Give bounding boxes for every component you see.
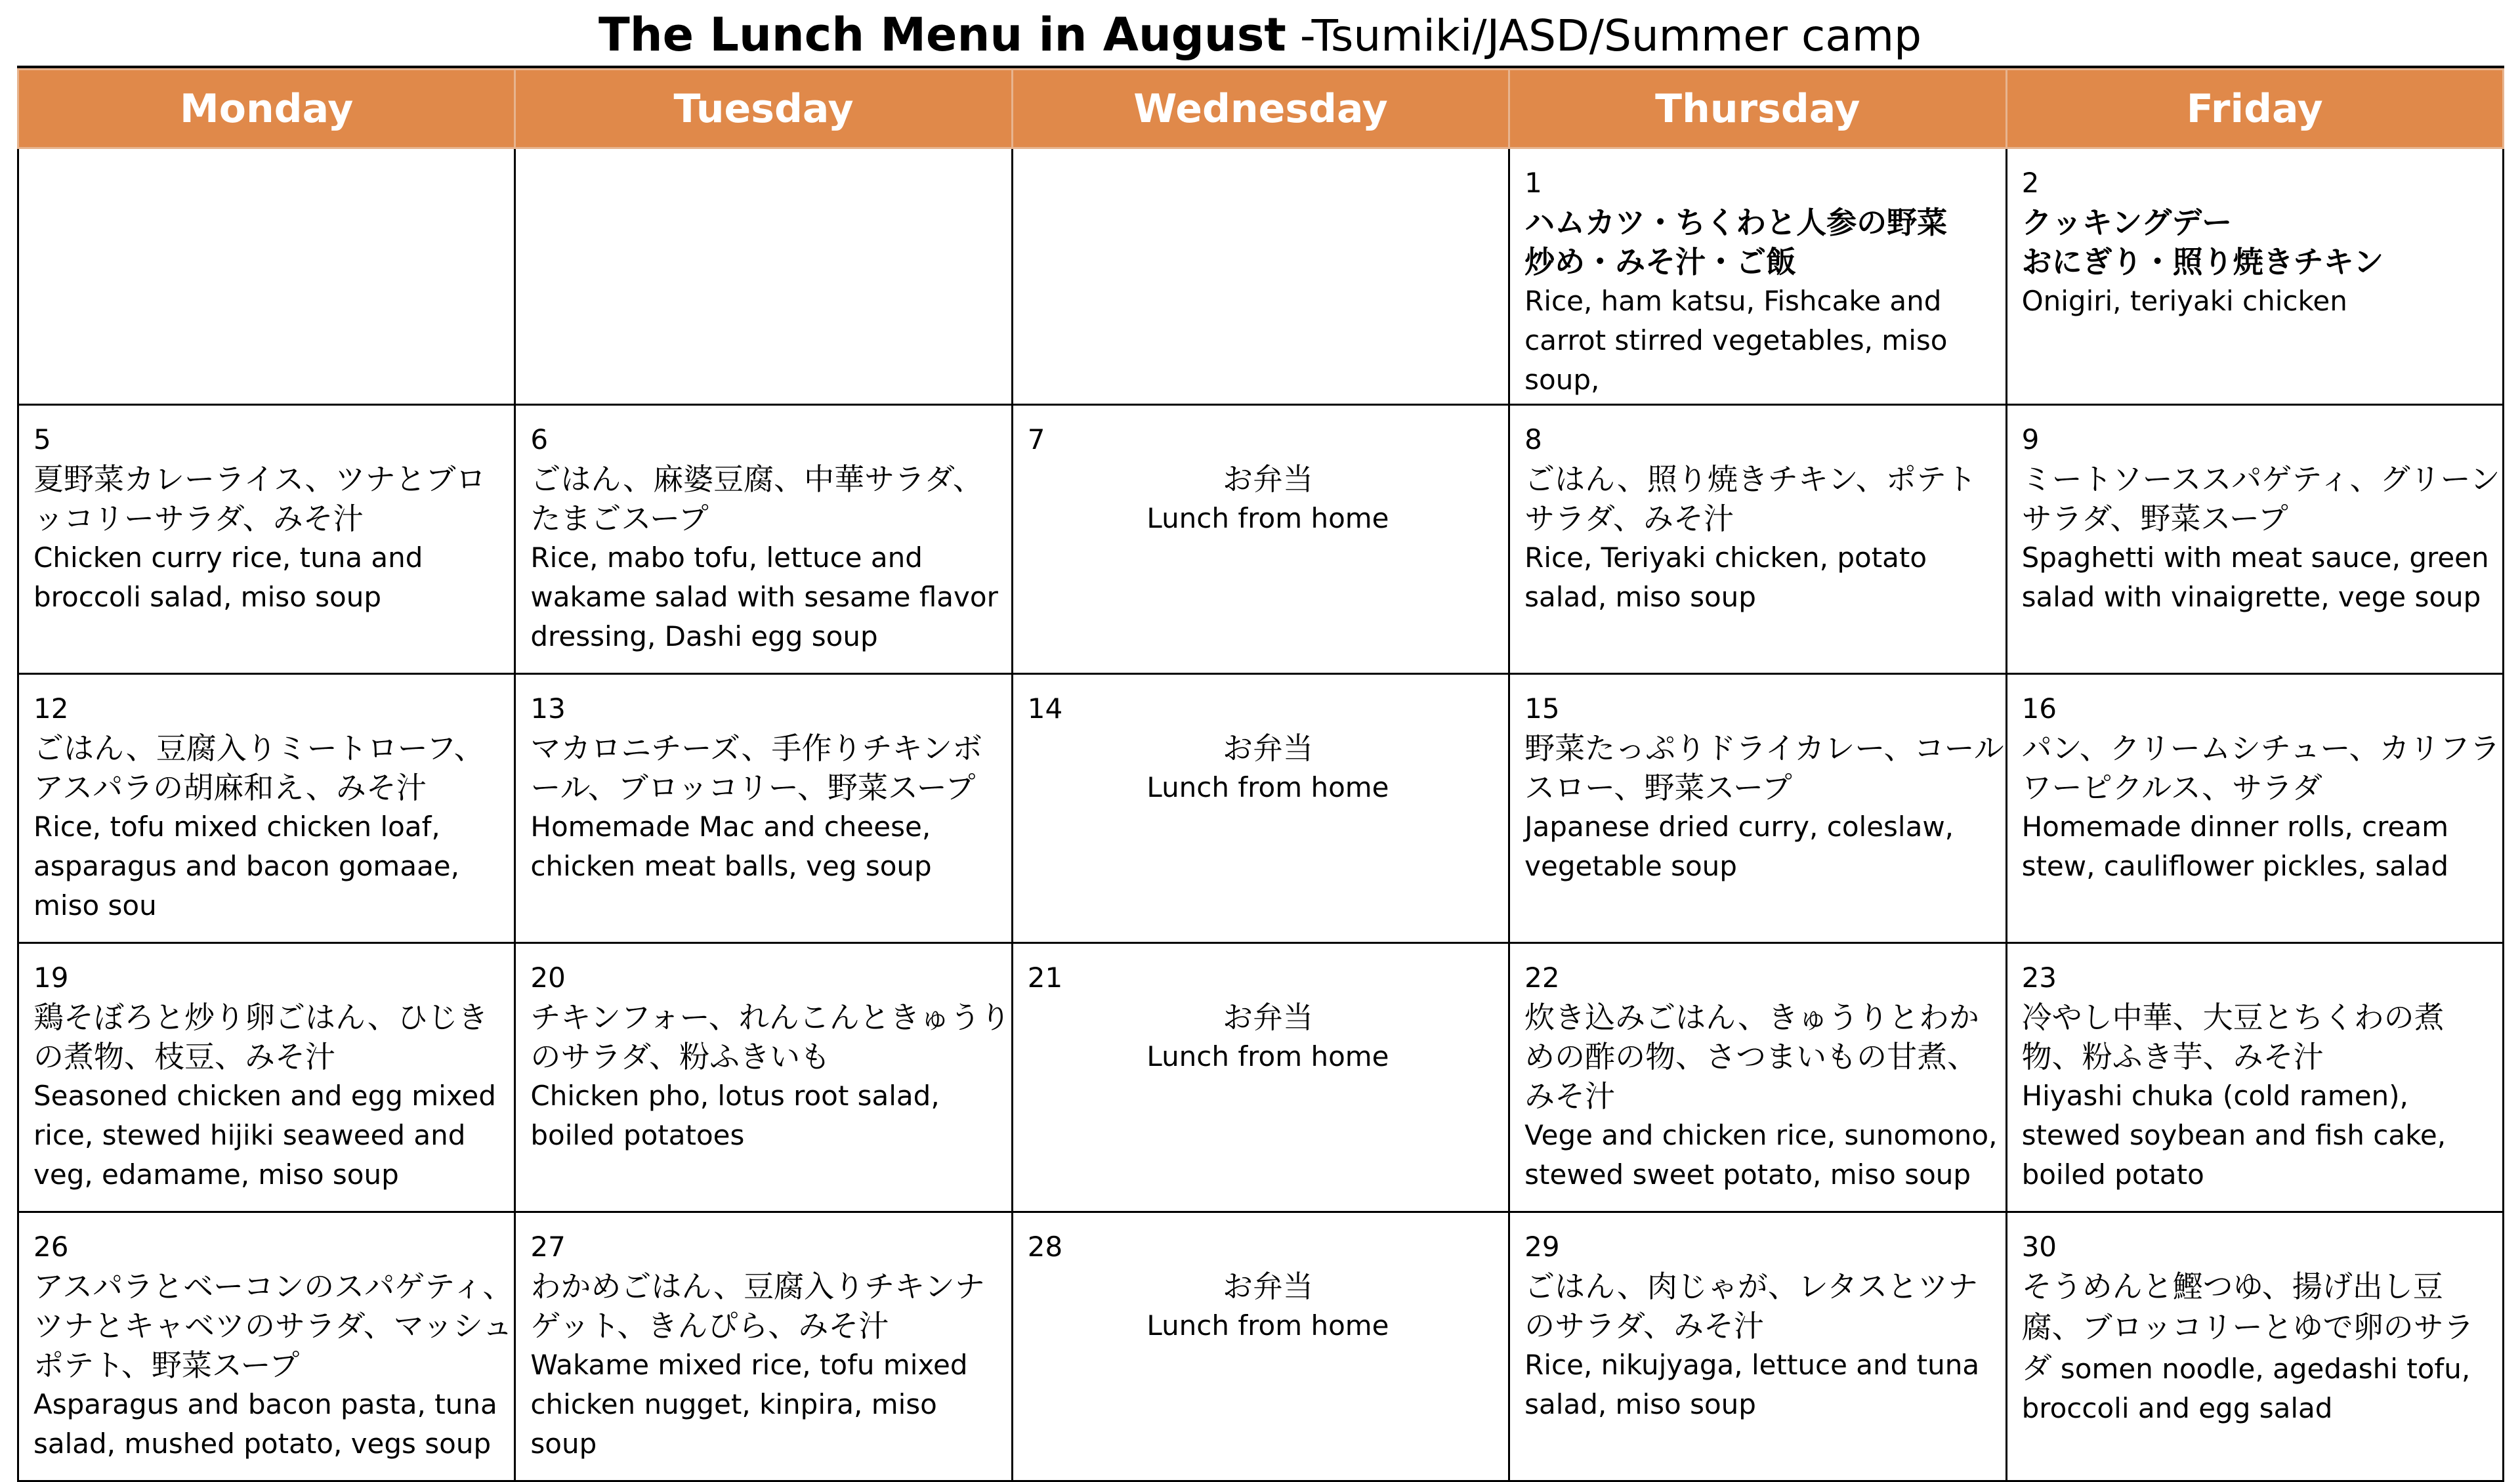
day-cell [18,405,515,674]
menu-japanese: ごはん、照り焼きチキン、ポテトサラダ、みそ汁 [1524,461,1977,536]
menu-english: Asparagus and bacon pasta, tuna salad, mushed potato, vegs soup [33,1388,497,1460]
week-row-4 [18,943,2504,1212]
day-cell [1509,943,2006,1212]
menu-english: Lunch from home [1146,502,1389,534]
day-cell [515,1212,1012,1481]
day-cell [1012,1212,1509,1481]
day-cell [1509,674,2006,943]
menu-japanese: パン、クリームシチュー、カリフラワーピクルス、サラダ [2021,730,2500,805]
menu-english: Homemade dinner rolls, cream stew, cauliflower pickles, salad [2021,811,2449,882]
day-cell [2006,148,2503,405]
menu-english: Rice, nikujyaga, lettuce and tuna salad, miso soup [1524,1349,1980,1420]
menu-english: Rice, mabo tofu, lettuce and wakame salad with sesame flavor dressing, Dashi egg soup [530,541,998,652]
day-number: 21 [1027,962,1063,994]
day-number: 8 [1524,423,1542,455]
menu-japanese: マカロニチーズ、手作りチキンボール、ブロッコリー、野菜スープ [530,730,983,805]
week-row-3 [18,674,2504,943]
menu-japanese: アスパラとベーコンのスパゲティ、ツナとキャベツのサラダ、マッシュポテト、野菜スープ [33,1269,513,1383]
menu-japanese: わかめごはん、豆腐入りチキンナゲット、きんぴら、みそ汁 [530,1269,985,1344]
day-cell [18,674,515,943]
day-number: 19 [33,962,69,994]
menu-japanese: 野菜たっぷりドライカレー、コールスロー、野菜スープ [1524,730,2004,805]
header-monday: Monday [18,70,515,148]
menu-japanese: 鶏そぼろと炒り卵ごはん、ひじきの煮物、枝豆、みそ汁 [33,1000,488,1074]
day-cell [18,1212,515,1481]
lunch-calendar [17,68,2504,1482]
day-number: 27 [530,1231,566,1263]
day-number: 15 [1524,692,1560,725]
day-number: 13 [530,692,566,725]
day-number: 6 [530,423,549,455]
empty-cell [515,148,1012,405]
day-number: 14 [1027,692,1063,725]
header-wednesday: Wednesday [1012,70,1509,148]
menu-english: Seasoned chicken and egg mixed rice, stewed hijiki seaweed and veg, edamame, miso soup [33,1080,496,1191]
menu-japanese: ごはん、豆腐入りミートローフ、アスパラの胡麻和え、みそ汁 [33,730,484,805]
menu-english: Lunch from home [1146,1309,1389,1342]
menu-english: Vege and chicken rice, sunomono, stewed sweet potato, miso soup [1524,1119,1998,1191]
week-row-2 [18,405,2504,674]
menu-english: Lunch from home [1146,771,1389,803]
menu-japanese: ごはん、肉じゃが、レタスとツナのサラダ、みそ汁 [1524,1269,1979,1344]
menu-japanese: お弁当 [1222,1000,1313,1035]
day-cell [2006,943,2503,1212]
menu-english: Rice, tofu mixed chicken loaf, asparagus and bacon gomaae, miso sou [33,811,459,921]
empty-cell [1012,148,1509,405]
day-number: 29 [1524,1231,1560,1263]
menu-japanese: おにぎり・照り焼きチキン [2021,244,2384,280]
day-number: 28 [1027,1231,1063,1263]
day-cell [1012,943,1509,1212]
menu-english: Hiyashi chuka (cold ramen), stewed soybean and fish cake, boiled potato [2021,1080,2446,1191]
menu-japanese: そうめんと鰹つゆ、揚げ出し豆腐、ブロッコリーとゆで卵のサラダ [2021,1269,2474,1386]
day-cell [1509,148,2006,405]
day-number: 22 [1524,962,1560,994]
menu-japanese: 夏野菜カレーライス、ツナとブロッコリーサラダ、みそ汁 [33,461,486,536]
menu-english: Chicken curry rice, tuna and broccoli salad, miso soup [33,541,423,613]
menu-japanese: ハムカツ・ちくわと人参の野菜 [1524,205,1948,240]
menu-english: Spaghetti with meat sauce, green salad with vinaigrette, vege soup [2021,541,2489,613]
menu-japanese: チキンフォー、れんこんときゅうりのサラダ、粉ふきいも [530,1000,1011,1074]
day-cell [18,943,515,1212]
day-cell [515,943,1012,1212]
day-number: 7 [1027,423,1045,455]
title-main: The Lunch Menu in August [598,8,1286,62]
menu-japanese: クッキングデー [2021,205,2233,240]
day-cell [1509,1212,2006,1481]
day-number: 1 [1524,167,1542,199]
day-cell [2006,405,2503,674]
menu-english: Wakame mixed rice, tofu mixed chicken nugget, kinpira, miso soup [530,1349,968,1460]
empty-cell [18,148,515,405]
day-cell [1012,674,1509,943]
day-number: 5 [33,423,51,455]
day-number: 12 [33,692,69,725]
menu-japanese: お弁当 [1222,1269,1313,1304]
menu-japanese: ごはん、麻婆豆腐、中華サラダ、たまごスープ [530,461,983,536]
day-number: 23 [2021,962,2057,994]
page-title [0,5,2520,64]
day-cell [2006,674,2503,943]
menu-japanese: お弁当 [1222,461,1313,497]
menu-japanese: ミートソーススパゲティ、グリーンサラダ、野菜スープ [2021,461,2500,536]
menu-english: Rice, Teriyaki chicken, potato salad, miso soup [1524,541,1927,613]
day-cell [2006,1212,2503,1481]
day-cell [1012,405,1509,674]
week-row-5 [18,1212,2504,1481]
day-number: 9 [2021,423,2040,455]
menu-japanese: 炒め・みそ汁・ご飯 [1524,244,1797,280]
header-tuesday: Tuesday [515,70,1012,148]
day-number: 20 [530,962,566,994]
menu-english: Rice, ham katsu, Fishcake and carrot stirred vegetables, miso soup, [1524,285,1948,396]
menu-english: Homemade Mac and cheese, chicken meat balls, veg soup [530,811,932,882]
header-friday: Friday [2006,70,2503,148]
day-cell [1509,405,2006,674]
week-row-1 [18,148,2504,405]
day-number: 26 [33,1231,69,1263]
header-thursday: Thursday [1509,70,2006,148]
menu-english: Lunch from home [1146,1040,1389,1072]
title-subtitle: -Tsumiki/JASD/Summer camp [1286,11,1922,61]
day-cell [515,405,1012,674]
menu-english: Chicken pho, lotus root salad, boiled potatoes [530,1080,940,1151]
day-number: 2 [2021,167,2040,199]
day-number: 30 [2021,1231,2057,1263]
menu-english: Japanese dried curry, coleslaw, vegetable soup [1524,811,1954,882]
menu-japanese: 炊き込みごはん、きゅうりとわかめの酢の物、さつまいもの甘煮、みそ汁 [1524,1000,1979,1114]
menu-japanese: お弁当 [1222,730,1313,766]
menu-english: Onigiri, teriyaki chicken [2021,285,2347,317]
menu-japanese: 冷やし中華、大豆とちくわの煮物、粉ふき芋、みそ汁 [2021,1000,2445,1074]
day-cell [515,674,1012,943]
menu-english: somen noodle, agedashi tofu, broccoli and egg salad [2021,1353,2471,1424]
weekday-header-row [18,70,2504,148]
day-number: 16 [2021,692,2057,725]
